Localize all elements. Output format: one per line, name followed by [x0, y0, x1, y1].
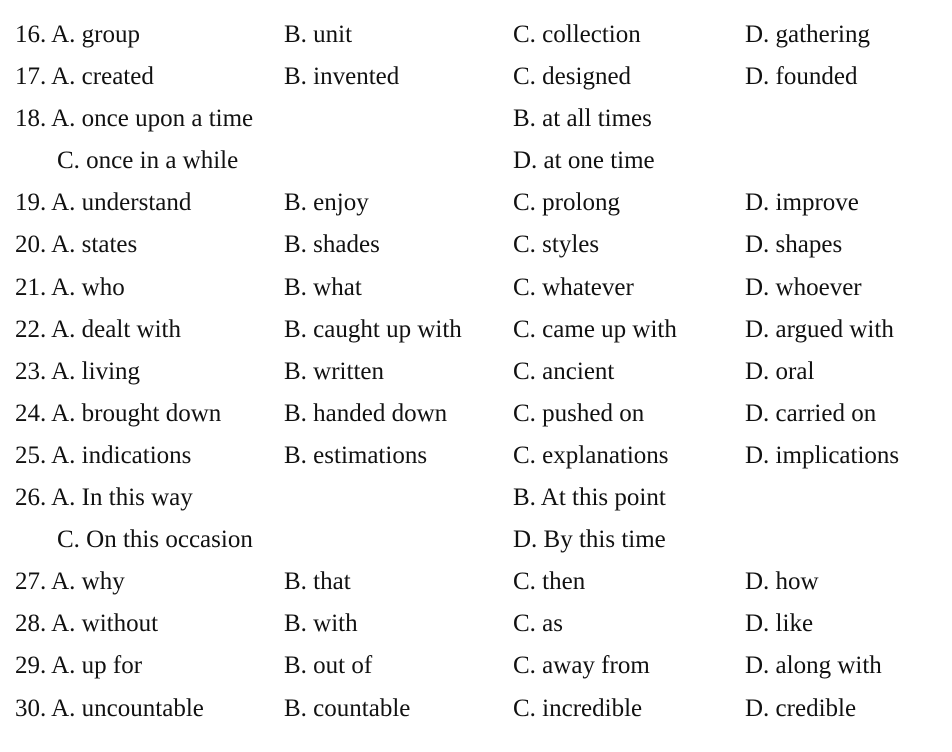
option-a: 29. A. up for	[15, 652, 143, 680]
option-b: B. invented	[284, 63, 400, 91]
option-a: 20. A. states	[15, 231, 138, 259]
question-row-26-continued	[0, 519, 952, 561]
option-b: B. At this point	[513, 484, 666, 512]
option-b: B. that	[284, 568, 351, 596]
option-d: D. credible	[745, 694, 857, 722]
question-row-21	[0, 267, 952, 309]
question-row-25	[0, 435, 952, 477]
option-b: B. what	[284, 273, 362, 301]
option-a: 28. A. without	[15, 610, 159, 638]
option-c: C. away from	[513, 652, 650, 680]
option-a: 21. A. who	[15, 273, 125, 301]
option-d: D. like	[745, 610, 814, 638]
option-b: B. written	[284, 357, 384, 385]
option-b: B. estimations	[284, 441, 428, 469]
option-c: C. pushed on	[513, 399, 645, 427]
question-row-20	[0, 224, 952, 266]
option-d: D. founded	[745, 63, 858, 91]
option-a: 24. A. brought down	[15, 399, 222, 427]
option-d: D. along with	[745, 652, 882, 680]
option-b: B. shades	[284, 231, 380, 259]
option-c: C. as	[513, 610, 563, 638]
option-a: 22. A. dealt with	[15, 315, 181, 343]
option-c: C. designed	[513, 63, 632, 91]
question-row-23	[0, 351, 952, 393]
option-d: D. oral	[745, 357, 815, 385]
option-c: C. came up with	[513, 315, 677, 343]
option-d: D. shapes	[745, 231, 843, 259]
question-row-17	[0, 56, 952, 98]
option-a: 25. A. indications	[15, 441, 192, 469]
option-d: D. at one time	[513, 147, 655, 175]
answer-options-sheet	[0, 14, 952, 730]
option-d: D. implications	[745, 441, 900, 469]
option-b: B. enjoy	[284, 189, 369, 217]
question-row-22	[0, 309, 952, 351]
question-row-27	[0, 561, 952, 603]
option-d: D. argued with	[745, 315, 894, 343]
option-b: B. handed down	[284, 399, 448, 427]
option-a: 23. A. living	[15, 357, 141, 385]
option-d: D. carried on	[745, 399, 877, 427]
option-a: 27. A. why	[15, 568, 125, 596]
option-a: 30. A. uncountable	[15, 694, 204, 722]
option-a: 19. A. understand	[15, 189, 192, 217]
option-a: 26. A. In this way	[15, 484, 193, 512]
option-d: D. By this time	[513, 526, 666, 554]
option-b: B. countable	[284, 694, 411, 722]
option-c: C. prolong	[513, 189, 620, 217]
option-a: 18. A. once upon a time	[15, 105, 254, 133]
option-c: C. ancient	[513, 357, 615, 385]
option-c: C. then	[513, 568, 586, 596]
option-c: C. explanations	[513, 441, 669, 469]
option-d: D. how	[745, 568, 819, 596]
option-c: C. whatever	[513, 273, 634, 301]
question-row-19	[0, 182, 952, 224]
option-c: C. styles	[513, 231, 600, 259]
option-c: C. once in a while	[57, 147, 239, 175]
question-row-26	[0, 477, 952, 519]
question-row-29	[0, 645, 952, 687]
question-row-18	[0, 98, 952, 140]
question-row-18-continued	[0, 140, 952, 182]
question-row-30	[0, 688, 952, 730]
option-d: D. gathering	[745, 21, 870, 48]
question-row-24	[0, 393, 952, 435]
option-a: 16. A. group	[15, 21, 140, 48]
option-c: C. incredible	[513, 694, 643, 722]
option-b: B. at all times	[513, 105, 652, 133]
option-a: 17. A. created	[15, 63, 154, 91]
option-c: C. collection	[513, 21, 641, 48]
option-b: B. unit	[284, 21, 353, 48]
option-b: B. with	[284, 610, 358, 638]
option-d: D. improve	[745, 189, 859, 217]
question-row-28	[0, 603, 952, 645]
option-c: C. On this occasion	[57, 526, 253, 554]
option-d: D. whoever	[745, 273, 862, 301]
option-b: B. caught up with	[284, 315, 462, 343]
option-b: B. out of	[284, 652, 373, 680]
question-row-16	[0, 14, 952, 56]
